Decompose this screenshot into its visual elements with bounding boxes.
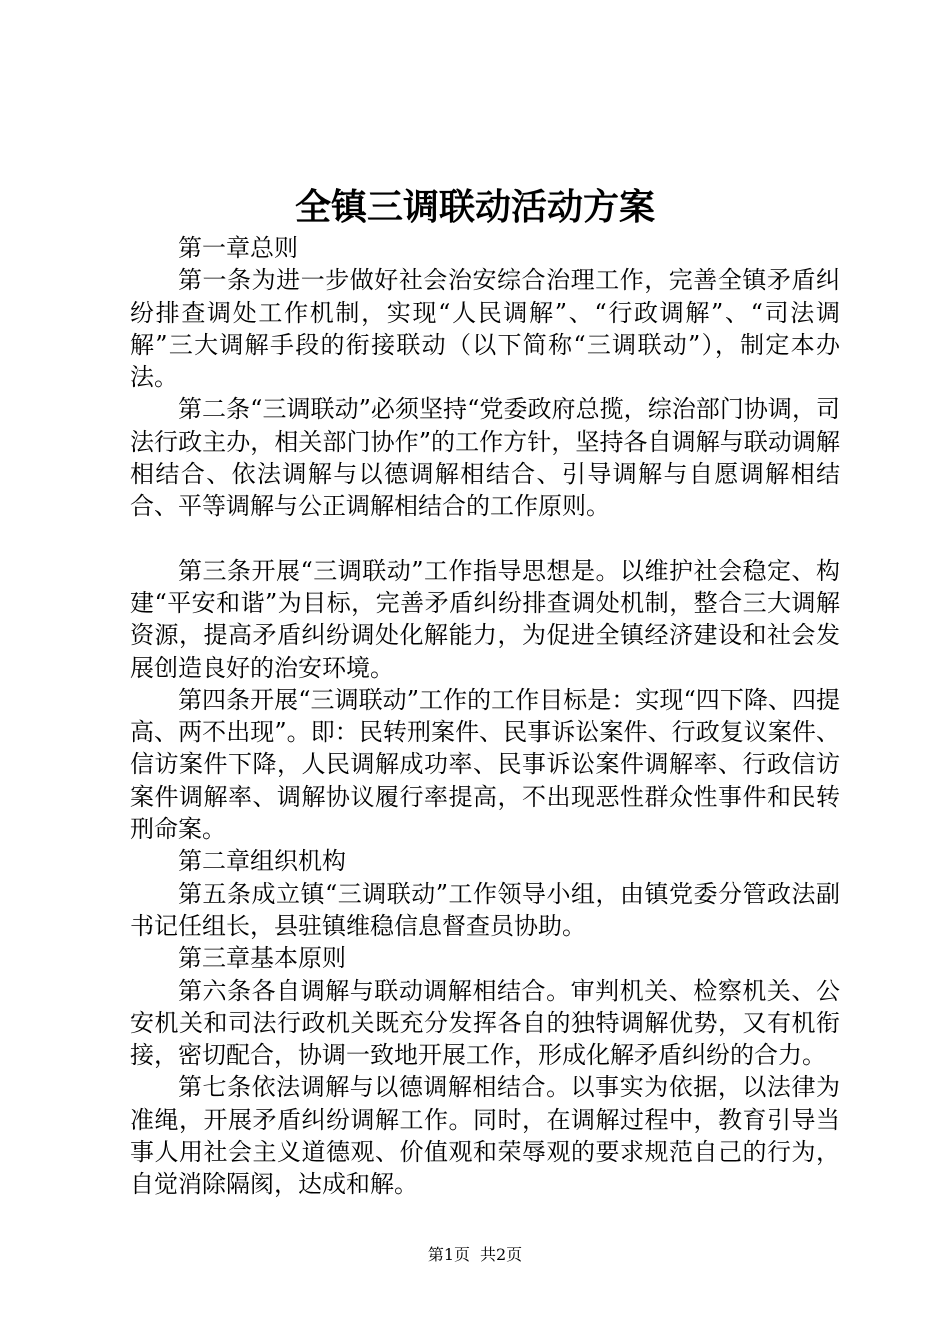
article-paragraph: 第三条开展“三调联动”工作指导思想是。以维护社会稳定、构建“平安和谐”为目标，完善矛盾纠纷排查调处机制，整合三大调解资源，提高矛盾纠纷调处化解能力，为促进全镇经济建设和社会发展创造良好的治安环境。 [130,556,840,682]
chapter-heading: 第一章总则 [178,234,298,262]
article-paragraph: 第一条为进一步做好社会治安综合治理工作，完善全镇矛盾纠纷排查调处工作机制，实现“人民调解”、“行政调解”、“司法调解”三大调解手段的衔接联动（以下简称“三调联动”），制定本办法。 [130,266,840,392]
document-body [130,232,840,1201]
document-title: 全镇三调联动活动方案 [294,187,655,228]
chapter-heading: 第二章组织机构 [178,847,346,876]
page-number-current: 第1页 [427,1245,470,1264]
article-paragraph: 第四条开展“三调联动”工作的工作目标是：实现“四下降、四提高、两不出现”。即：民转刑案件、民事诉讼案件、行政复议案件、信访案件下降，人民调解成功率、民事诉讼案件调解率、行政信访案件调解率、调解协议履行率提高，不出现恶性群众性事件和民转刑命案。 [130,685,840,844]
article-paragraph: 第七条依法调解与以德调解相结合。以事实为依据，以法律为准绳，开展矛盾纠纷调解工作。同时，在调解过程中，教育引导当事人用社会主义道德观、价值观和荣辱观的要求规范自己的行为，自觉消除隔阂，达成和解。 [130,1073,840,1199]
chapter-heading: 第三章基本原则 [178,944,346,973]
article-paragraph: 第二条“三调联动”必须坚持“党委政府总揽，综治部门协调，司法行政主办，相关部门协作”的工作方针，坚持各自调解与联动调解相结合、依法调解与以德调解相结合、引导调解与自愿调解相结合、平等调解与公正调解相结合的工作原则。 [130,395,840,521]
page-number-total: 共2页 [480,1245,523,1264]
page-footer [0,1244,950,1266]
article-paragraph: 第六条各自调解与联动调解相结合。审判机关、检察机关、公安机关和司法行政机关既充分发挥各自的独特调解优势，又有机衔接，密切配合，协调一致地开展工作，形成化解矛盾纠纷的合力。 [130,976,840,1070]
article-paragraph: 第五条成立镇“三调联动”工作领导小组，由镇党委分管政法副书记任组长，县驻镇维稳信息督查员协助。 [130,879,840,940]
